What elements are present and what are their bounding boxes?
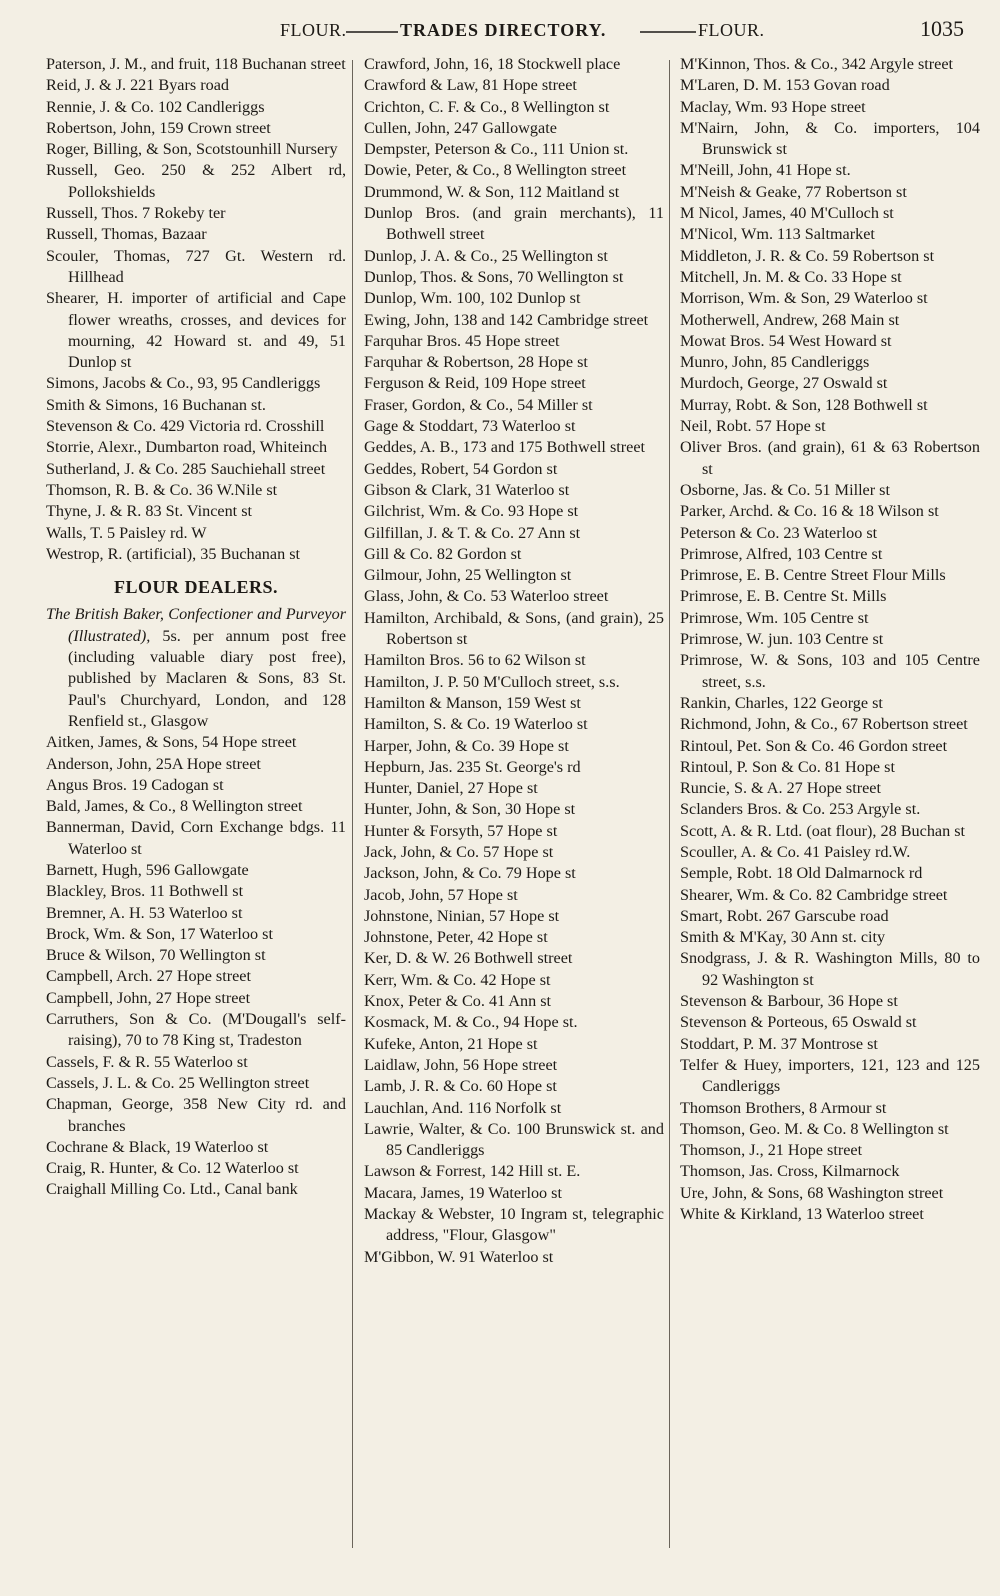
directory-entry: Motherwell, Andrew, 268 Main st [680,310,900,329]
directory-entry: Cullen, John, 247 Gallowgate [364,118,557,137]
directory-entry: Jackson, John, & Co. 79 Hope st [364,864,576,883]
directory-entry: Reid, J. & J. 221 Byars road [46,76,229,95]
directory-entry: Storrie, Alexr., Dumbarton road, Whiteinch [46,438,328,457]
directory-entry: Thomson Brothers, 8 Armour st [680,1098,887,1117]
directory-entry: Harper, John, & Co. 39 Hope st [364,736,569,755]
advert-entry [46,604,346,732]
directory-entry: Carruthers, Son & Co. (M'Dougall's self-raising), 70 to 78 King st, Tradeston [46,1010,346,1050]
directory-entry: Angus Bros. 19 Cadogan st [46,775,224,794]
directory-entry: Ker, D. & W. 26 Bothwell street [364,949,573,968]
directory-entry: Drummond, W. & Son, 112 Maitland st [364,182,620,201]
directory-entry: Smith & Simons, 16 Buchanan st. [46,395,266,414]
page-number: 1035 [920,16,964,41]
directory-entry: Stevenson & Barbour, 36 Hope st [680,992,898,1011]
directory-entry: Semple, Robt. 18 Old Dalmarnock rd [680,864,923,883]
directory-entry: Cassels, J. L. & Co. 25 Wellington street [46,1073,310,1092]
directory-entry: Walls, T. 5 Paisley rd. W [46,523,207,542]
directory-entry: Telfer & Huey, importers, 121, 123 and 125 Candleriggs [680,1055,980,1096]
directory-entry: M Nicol, James, 40 M'Culloch st [680,204,894,223]
directory-entry: M'Nairn, John, & Co. importers, 104 Brunswick st [680,118,980,159]
section-title: FLOUR DEALERS. [113,577,279,598]
column-rule-2 [669,60,670,1548]
header-left: FLOUR. [280,20,347,40]
directory-entry: Kosmack, M. & Co., 94 Hope st. [364,1013,578,1032]
directory-entry: White & Kirkland, 13 Waterloo street [680,1205,924,1224]
directory-entry: Thomson, Jas. Cross, Kilmarnock [680,1162,900,1181]
directory-entry: Lawrie, Walter, & Co. 100 Brunswick st. and 85 Candleriggs [364,1119,664,1160]
directory-entry: Morrison, Wm. & Son, 29 Waterloo st [680,289,928,308]
directory-entry: Thomson, R. B. & Co. 36 W.Nile st [46,480,278,499]
directory-entry: Ferguson & Reid, 109 Hope street [364,374,586,393]
directory-entry: Murdoch, George, 27 Oswald st [680,374,888,393]
directory-entry: Thomson, Geo. M. & Co. 8 Wellington st [680,1119,949,1138]
directory-entry: Middleton, J. R. & Co. 59 Robertson st [680,246,935,265]
directory-entry: Osborne, Jas. & Co. 51 Miller st [680,480,890,499]
directory-entry: Hunter & Forsyth, 57 Hope st [364,821,558,840]
directory-entry: Primrose, Wm. 105 Centre st [680,608,869,627]
directory-entry: Murray, Robt. & Son, 128 Bothwell st [680,395,928,414]
directory-entry: Parker, Archd. & Co. 16 & 18 Wilson st [680,502,939,521]
directory-entry: Russell, Geo. 250 & 252 Albert rd, Pollokshields [46,161,346,201]
directory-entry: Hamilton, J. P. 50 M'Culloch street, s.s. [364,672,620,691]
directory-entry: Gilmour, John, 25 Wellington st [364,566,572,585]
directory-entry: Brock, Wm. & Son, 17 Waterloo st [46,924,273,943]
directory-entry: Primrose, W. & Sons, 103 and 105 Centre street, s.s. [680,651,980,691]
column-2-entries [364,54,664,1268]
directory-entry: Hamilton Bros. 56 to 62 Wilson st [364,651,586,670]
directory-entry: Peterson & Co. 23 Waterloo st [680,523,878,542]
column-1 [46,54,346,1201]
directory-entry: Scott, A. & R. Ltd. (oat flour), 28 Buchan st [680,821,966,840]
directory-entry: Bruce & Wilson, 70 Wellington st [46,946,266,965]
directory-entry: Scouller, A. & Co. 41 Paisley rd.W. [680,842,911,861]
directory-entry: M'Gibbon, W. 91 Waterloo st [364,1247,554,1266]
directory-entry: Farquhar Bros. 45 Hope street [364,331,560,350]
directory-entry: Hamilton, S. & Co. 19 Waterloo st [364,715,588,734]
directory-entry: Mitchell, Jn. M. & Co. 33 Hope st [680,267,902,286]
directory-entry: Farquhar & Robertson, 28 Hope st [364,353,588,372]
directory-entry: Crawford, John, 16, 18 Stockwell place [364,55,621,73]
directory-entry: Gibson & Clark, 31 Waterloo st [364,480,570,499]
directory-entry: Rintoul, Pet. Son & Co. 46 Gordon street [680,736,948,755]
directory-entry: Craig, R. Hunter, & Co. 12 Waterloo st [46,1159,299,1178]
directory-entry: Russell, Thomas, Bazaar [46,225,207,244]
directory-entry: Shearer, Wm. & Co. 82 Cambridge street [680,885,948,904]
directory-entry: Dunlop Bros. (and grain merchants), 11 Bothwell street [364,204,664,244]
directory-entry: Smart, Robt. 267 Garscube road [680,906,889,925]
directory-entry: Jack, John, & Co. 57 Hope st [364,842,554,861]
directory-entry: M'Neish & Geake, 77 Robertson st [680,182,907,201]
directory-entry: Hamilton & Manson, 159 West st [364,693,581,712]
directory-entry: Campbell, Arch. 27 Hope street [46,967,251,986]
directory-entry: Paterson, J. M., and fruit, 118 Buchanan street [46,55,346,73]
directory-entry: Sclanders Bros. & Co. 253 Argyle st. [680,800,921,819]
directory-entry: Ure, John, & Sons, 68 Washington street [680,1183,944,1202]
directory-entry: Runcie, S. & A. 27 Hope street [680,779,881,798]
directory-entry: Sutherland, J. & Co. 285 Sauchiehall street [46,459,326,478]
directory-entry: Primrose, E. B. Centre Street Flour Mills [680,566,946,585]
directory-entry: Smith & M'Kay, 30 Ann st. city [680,928,886,947]
column-2 [364,54,664,1268]
directory-entry: Stoddart, P. M. 37 Montrose st [680,1034,878,1053]
directory-entry: Macara, James, 19 Waterloo st [364,1183,562,1202]
advert-text: 5s. per annum post free (including valuable diary post free), published by Maclaren & Sons, 83 St. Paul's Churchyard, London, and 128 Renfield st., Glasgow [68,626,347,730]
directory-entry: Jacob, John, 57 Hope st [364,885,518,904]
directory-entry: Aitken, James, & Sons, 54 Hope street [46,733,297,752]
directory-entry: Laidlaw, John, 56 Hope street [364,1055,558,1074]
directory-entry: Hunter, John, & Son, 30 Hope st [364,800,576,819]
directory-entry: Neil, Robt. 57 Hope st [680,417,826,436]
directory-entry: Stevenson & Porteous, 65 Oswald st [680,1013,917,1032]
directory-entry: Mowat Bros. 54 West Howard st [680,331,892,350]
directory-entry: Mackay & Webster, 10 Ingram st, telegraphic address, "Flour, Glasgow" [364,1205,664,1245]
directory-entry: Gill & Co. 82 Gordon st [364,544,522,563]
directory-entry: Rintoul, P. Son & Co. 81 Hope st [680,757,895,776]
directory-entry: Primrose, E. B. Centre St. Mills [680,587,887,606]
directory-entry: Thomson, J., 21 Hope street [680,1141,863,1160]
directory-entry: Hepburn, Jas. 235 St. George's rd [364,757,581,776]
directory-entry: Glass, John, & Co. 53 Waterloo street [364,587,609,606]
column-1-entries-bottom [46,732,346,1201]
directory-entry: Snodgrass, J. & R. Washington Mills, 80 to 92 Washington st [680,949,980,989]
directory-entry: M'Neill, John, 41 Hope st. [680,161,851,180]
directory-entry: Shearer, H. importer of artificial and Cape flower wreaths, crosses, and devices for mourning, 42 Howard st. and 49, 51 Dunlop st [46,289,346,372]
directory-entry: Ewing, John, 138 and 142 Cambridge street [364,310,649,329]
directory-entry: Geddes, A. B., 173 and 175 Bothwell street [364,438,645,457]
directory-entry: Gilchrist, Wm. & Co. 93 Hope st [364,502,579,521]
column-1-entries-top [46,54,346,565]
directory-entry: Thyne, J. & R. 83 St. Vincent st [46,502,253,521]
directory-entry: M'Laren, D. M. 153 Govan road [680,76,890,95]
directory-entry: Robertson, John, 159 Crown street [46,118,271,137]
advert-italic: The British Baker, Confectioner and Purveyor (Illustrated), [46,605,346,645]
directory-entry: Lamb, J. R. & Co. 60 Hope st [364,1077,557,1096]
directory-entry: Kerr, Wm. & Co. 42 Hope st [364,970,551,989]
directory-entry: Chapman, George, 358 New City rd. and branches [46,1095,346,1135]
column-rule-1 [352,60,353,1548]
directory-entry: Anderson, John, 25A Hope street [46,754,261,773]
header-right: FLOUR. [698,20,765,40]
directory-entry: Dunlop, J. A. & Co., 25 Wellington st [364,246,608,265]
directory-entry: Dowie, Peter, & Co., 8 Wellington street [364,161,627,180]
directory-entry: Blackley, Bros. 11 Bothwell st [46,882,244,901]
directory-entry: Oliver Bros. (and grain), 61 & 63 Robertson st [680,438,980,478]
directory-entry: Rennie, J. & Co. 102 Candleriggs [46,97,265,116]
header-dash-left [346,30,398,34]
directory-entry: Crichton, C. F. & Co., 8 Wellington st [364,97,610,116]
directory-entry: Kufeke, Anton, 21 Hope st [364,1034,538,1053]
directory-entry: Craighall Milling Co. Ltd., Canal bank [46,1180,298,1199]
directory-entry: Gage & Stoddart, 73 Waterloo st [364,417,576,436]
directory-entry: Roger, Billing, & Son, Scotstounhill Nursery [46,140,338,159]
column-3-entries [680,54,980,1225]
directory-entry: Rankin, Charles, 122 George st [680,693,883,712]
directory-entry: Bannerman, David, Corn Exchange bdgs. 11 Waterloo st [46,818,346,858]
directory-entry: M'Kinnon, Thos. & Co., 342 Argyle street [680,55,954,73]
directory-entry: Johnstone, Peter, 42 Hope st [364,928,548,947]
directory-entry: Hunter, Daniel, 27 Hope st [364,779,538,798]
directory-entry: Primrose, W. jun. 103 Centre st [680,630,884,649]
directory-entry: Crawford & Law, 81 Hope street [364,76,577,95]
directory-entry: Knox, Peter & Co. 41 Ann st [364,992,552,1011]
directory-entry: Dempster, Peterson & Co., 111 Union st. [364,140,629,159]
directory-entry: Primrose, Alfred, 103 Centre st [680,544,883,563]
directory-entry: Geddes, Robert, 54 Gordon st [364,459,558,478]
directory-entry: Cassels, F. & R. 55 Waterloo st [46,1052,248,1071]
directory-entry: Bald, James, & Co., 8 Wellington street [46,797,303,816]
directory-entry: Lawson & Forrest, 142 Hill st. E. [364,1162,581,1181]
directory-entry: Munro, John, 85 Candleriggs [680,353,870,372]
directory-entry: Lauchlan, And. 116 Norfolk st [364,1098,562,1117]
directory-entry: Richmond, John, & Co., 67 Robertson street [680,715,968,734]
directory-entry: Maclay, Wm. 93 Hope street [680,97,866,116]
directory-entry: Simons, Jacobs & Co., 93, 95 Candleriggs [46,374,321,393]
directory-entry: Dunlop, Thos. & Sons, 70 Wellington st [364,267,624,286]
header-dash-right [640,30,696,34]
directory-entry: Barnett, Hugh, 596 Gallowgate [46,860,249,879]
column-3 [680,54,980,1225]
directory-entry: Dunlop, Wm. 100, 102 Dunlop st [364,289,581,308]
directory-entry: M'Nicol, Wm. 113 Saltmarket [680,225,875,244]
running-header [0,16,1000,46]
directory-entry: Scouler, Thomas, 727 Gt. Western rd. Hillhead [46,246,346,286]
directory-entry: Bremner, A. H. 53 Waterloo st [46,903,243,922]
directory-entry: Fraser, Gordon, & Co., 54 Miller st [364,395,593,414]
directory-entry: Johnstone, Ninian, 57 Hope st [364,906,560,925]
directory-entry: Hamilton, Archibald, & Sons, (and grain), 25 Robertson st [364,608,664,649]
header-center: TRADES DIRECTORY. [400,20,607,40]
directory-entry: Westrop, R. (artificial), 35 Buchanan st [46,544,301,563]
directory-entry: Campbell, John, 27 Hope street [46,988,251,1007]
directory-entry: Russell, Thos. 7 Rokeby ter [46,204,226,223]
directory-entry: Gilfillan, J. & T. & Co. 27 Ann st [364,523,581,542]
directory-entry: Cochrane & Black, 19 Waterloo st [46,1137,269,1156]
directory-entry: Stevenson & Co. 429 Victoria rd. Crosshill [46,417,325,436]
